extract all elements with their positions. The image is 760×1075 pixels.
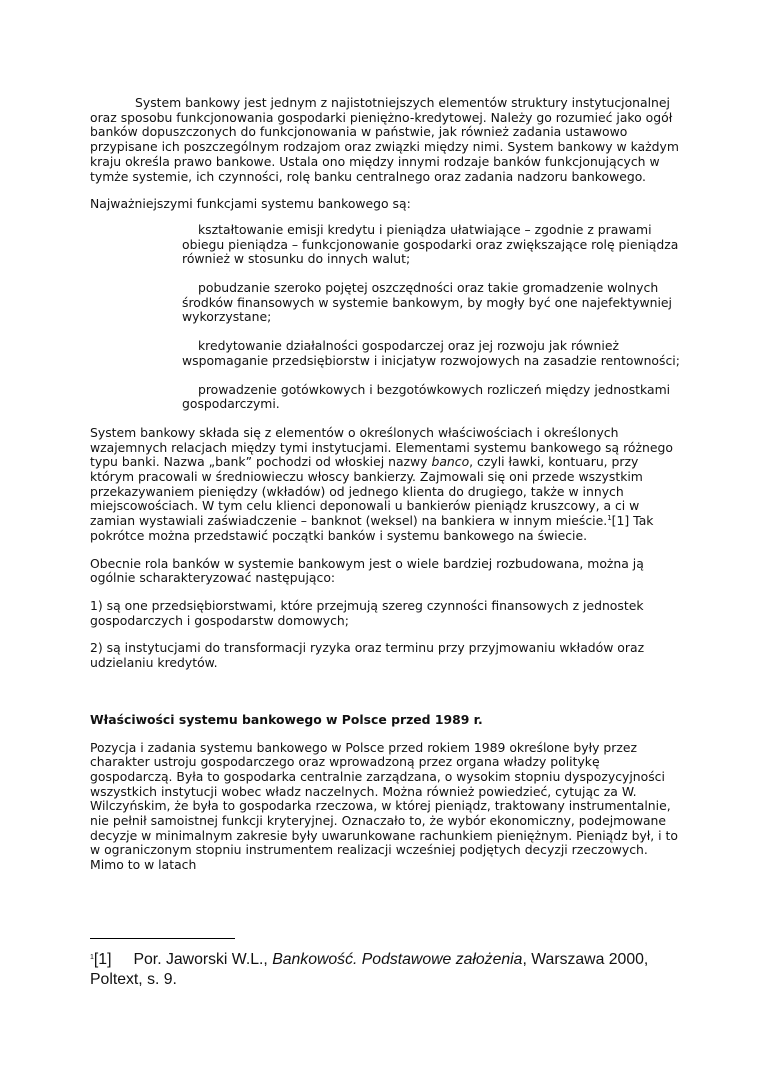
list-item: pobudzanie szeroko pojętej oszczędności oraz takie gromadzenie wolnych środków finansowych w systemie bankowym, by mogły być one najefektywniej wykorzystane; (182, 280, 672, 325)
document-page (90, 96, 680, 873)
section-heading: Właściwości systemu bankowego w Polsce przed 1989 r. (90, 711, 483, 727)
footnote-number: 1 (90, 954, 94, 961)
list-item: kredytowanie działalności gospodarczej oraz jej rozwoju jak również wspomaganie przedsiębiorstw i inicjatyw rozwojowych na zasadzie rentowności; (182, 338, 680, 368)
functions-lead: Najważniejszymi funkcjami systemu bankowego są: (90, 196, 411, 212)
intro-paragraph: System bankowy jest jednym z najistotniejszych elementów struktury instytucjonalnej oraz sposobu funkcjonowania gospodarki pieniężno-kredytowej. Należy go rozumieć jako ogół banków dopuszczonych do funkcjonowania w państwie, jak również zadania ustawowo przypisane ich poszczególnym rodzajom oraz związki między nimi. System bankowy w każdym kraju określa prawo bankowe. Ustala ono między innymi rodzaje banków funkcjonujących w tymże systemie, ich czynności, rolę banku centralnego oraz zadania nadzoru bankowego. (90, 95, 679, 184)
role-point-1: 1) są one przedsiębiorstwami, które przejmują szereg czynności finansowych z jednostek gospodarczych i gospodarstw domowych; (90, 597, 644, 628)
footnote: $^1$[1] Por. Jaworski W.L., Bankowość. Podstawowe założenia, Warszawa 2000, Poltext, s. 9. (90, 951, 649, 988)
footnote-separator (90, 938, 235, 939)
role-lead: Obecnie rola banków w systemie bankowym jest o wiele bardziej rozbudowana, można ją ogólnie scharakteryzować następująco: (90, 555, 644, 586)
list-item: prowadzenie gotówkowych i bezgotówkowych rozliczeń między jednostkami gospodarczymi. (182, 381, 671, 412)
functions-list (90, 223, 680, 412)
list-item: kształtowanie emisji kredytu i pieniądza ułatwiające – zgodnie z prawami obiegu pieniądza – funkcjonowanie gospodarki oraz zwiększające rolę pieniądza również w stosunku do innych walut; (182, 221, 679, 267)
footnote-backlink[interactable]: [1] (93, 951, 112, 968)
section-paragraph: Pozycja i zadania systemu bankowego w Polsce przed rokiem 1989 określone były przez charakter ustroju gospodarczego oraz wprowadzoną przez organa władzy politykę gospodarczą. Była to gospodarka centralnie zarządzana, o wysokim stopniu dyspozycyjności wszystkich instytucji wobec władz naczelnych. Można również powiedzieć, cytując za W. Wilczyńskim, że była to gospodarka rzeczowa, w której pieniądz, traktowany instrumentalnie, nie pełnił samoistnej funkcji kryteryjnej. Oznaczało to, że wybór ekonomiczny, podejmowane decyzje w minimalnym zakresie były uwarunkowane rachunkiem pieniężnym. Pieniądz był, i to w ograniczonym stopniu instrumentem realizacji wcześniej podjętych decyzji rzeczowych. Mimo to w latach (90, 739, 678, 873)
composition-paragraph: System bankowy składa się z elementów o określonych właściwościach i określonych wzajemnych relacjach między tymi instytucjami. Elementami systemu bankowego są różnego typu banki. Nazwa „bank” pochodzi od włoskiej nazwy banco, czyli ławki, kontuaru, przy którym pracowali w średniowieczu włoscy bankierzy. Zajmowali się oni przede wszystkim przekazywaniem pieniędzy (wkładów) od jednego klienta do drugiego, także w innych miejscowościach. W tym celu klienci deponowali u bankierów pieniądz kruszcowy, a ci w zamian wystawiali zaświadczenie – banknot (weksel) na bankiera w innym mieście.$^1$[1] Tak pokrótce można przedstawić początki banków i systemu bankowego na świecie. (90, 424, 673, 543)
footnote-link[interactable]: [1] (611, 513, 630, 529)
footnote-marker[interactable]: 1 (607, 514, 612, 523)
footnote-title: Bankowość. Podstawowe założenia (272, 951, 523, 968)
role-point-2: 2) są instytucjami do transformacji ryzyka oraz terminu przy przyjmowaniu wkładów oraz udzielaniu kredytów. (90, 640, 645, 671)
